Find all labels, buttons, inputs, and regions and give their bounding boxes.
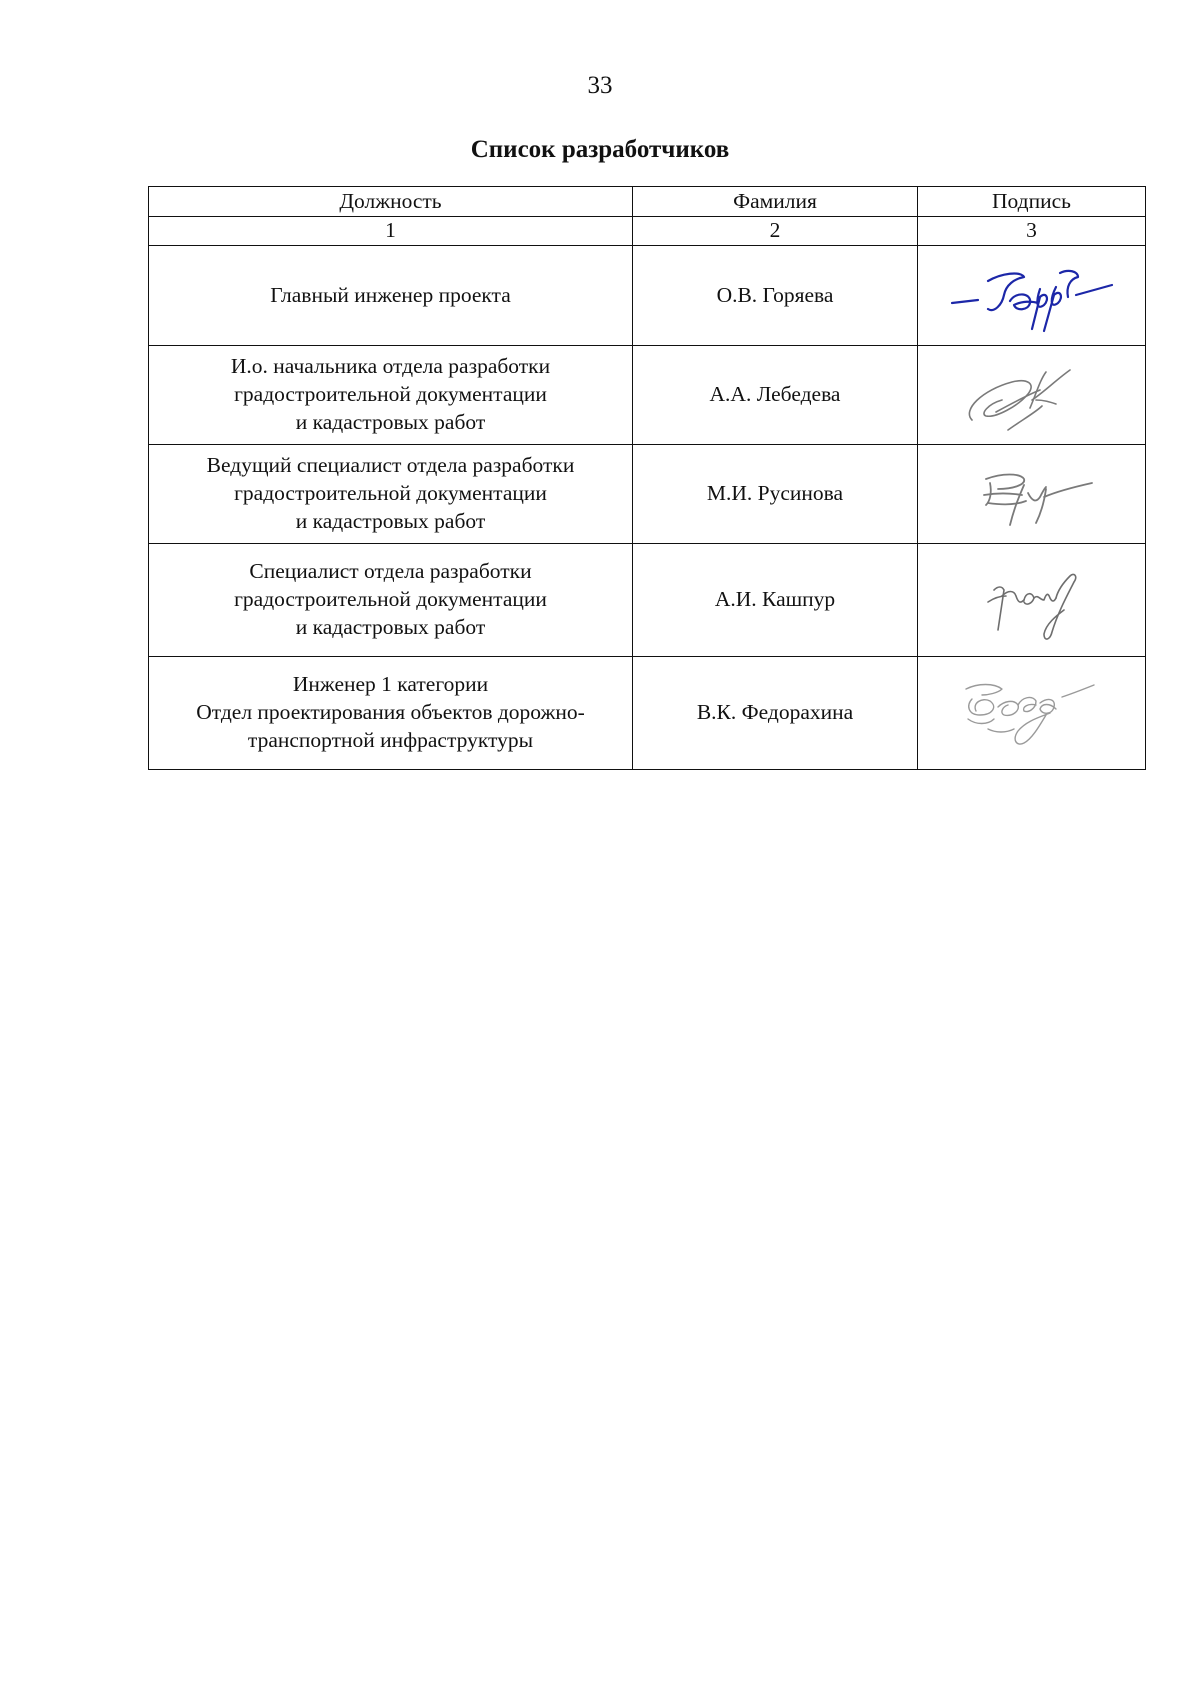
position-cell [149,246,633,346]
signature-image [932,251,1132,341]
developers-table [148,186,1146,770]
position-cell [149,544,633,657]
signature-image [932,350,1132,440]
name-cell: М.И. Русинова [633,445,918,544]
position-line: Главный инженер проекта [270,282,511,307]
signature-strokes [952,270,1112,330]
position-line: И.о. начальника отдела разработки [230,354,551,379]
position-cell [149,657,633,770]
position-line: градостроительной документации [234,481,547,506]
signature-cell [918,657,1146,770]
header-position: Должность [149,187,633,217]
position-line: градостроительной документации [234,587,547,612]
signature-cell [918,445,1146,544]
header-signature: Подпись [918,187,1146,217]
table-row [149,445,1146,544]
table-row [149,346,1146,445]
name-cell: А.И. Кашпур [633,544,918,657]
position-line: транспортной инфраструктуры [247,727,534,752]
name-cell: О.В. Горяева [633,246,918,346]
table-row [149,246,1146,346]
signature-image [932,550,1132,650]
signature-cell [918,246,1146,346]
position-line: и кадастровых работ [295,508,486,533]
column-number-row [149,217,1146,246]
signature-cell [918,346,1146,445]
signature-image [932,663,1132,763]
position-line: Ведущий специалист отдела разработки [206,453,575,478]
position-line: и кадастровых работ [295,614,486,639]
page-number: 33 [587,72,613,99]
name-cell: В.К. Федорахина [633,657,918,770]
position-line: Отдел проектирования объектов дорожно- [196,700,585,725]
signature-strokes [984,475,1092,526]
table-header-row [149,187,1146,217]
table-row [149,657,1146,770]
column-number: 2 [633,217,918,246]
position-cell [149,445,633,544]
signature-strokes [969,370,1070,430]
column-number: 3 [918,217,1146,246]
position-line: и кадастровых работ [295,409,486,434]
header-name: Фамилия [633,187,918,217]
position-cell [149,346,633,445]
position-line: Инженер 1 категории [292,672,489,697]
page-title: Список разработчиков [470,136,730,163]
name-cell: А.А. Лебедева [633,346,918,445]
signature-strokes [988,574,1076,639]
column-number: 1 [149,217,633,246]
table-row [149,544,1146,657]
signature-cell [918,544,1146,657]
position-line: градостроительной документации [234,382,547,407]
position-line: Специалист отдела разработки [249,559,532,584]
signature-image [932,449,1132,539]
signature-strokes [966,685,1094,745]
